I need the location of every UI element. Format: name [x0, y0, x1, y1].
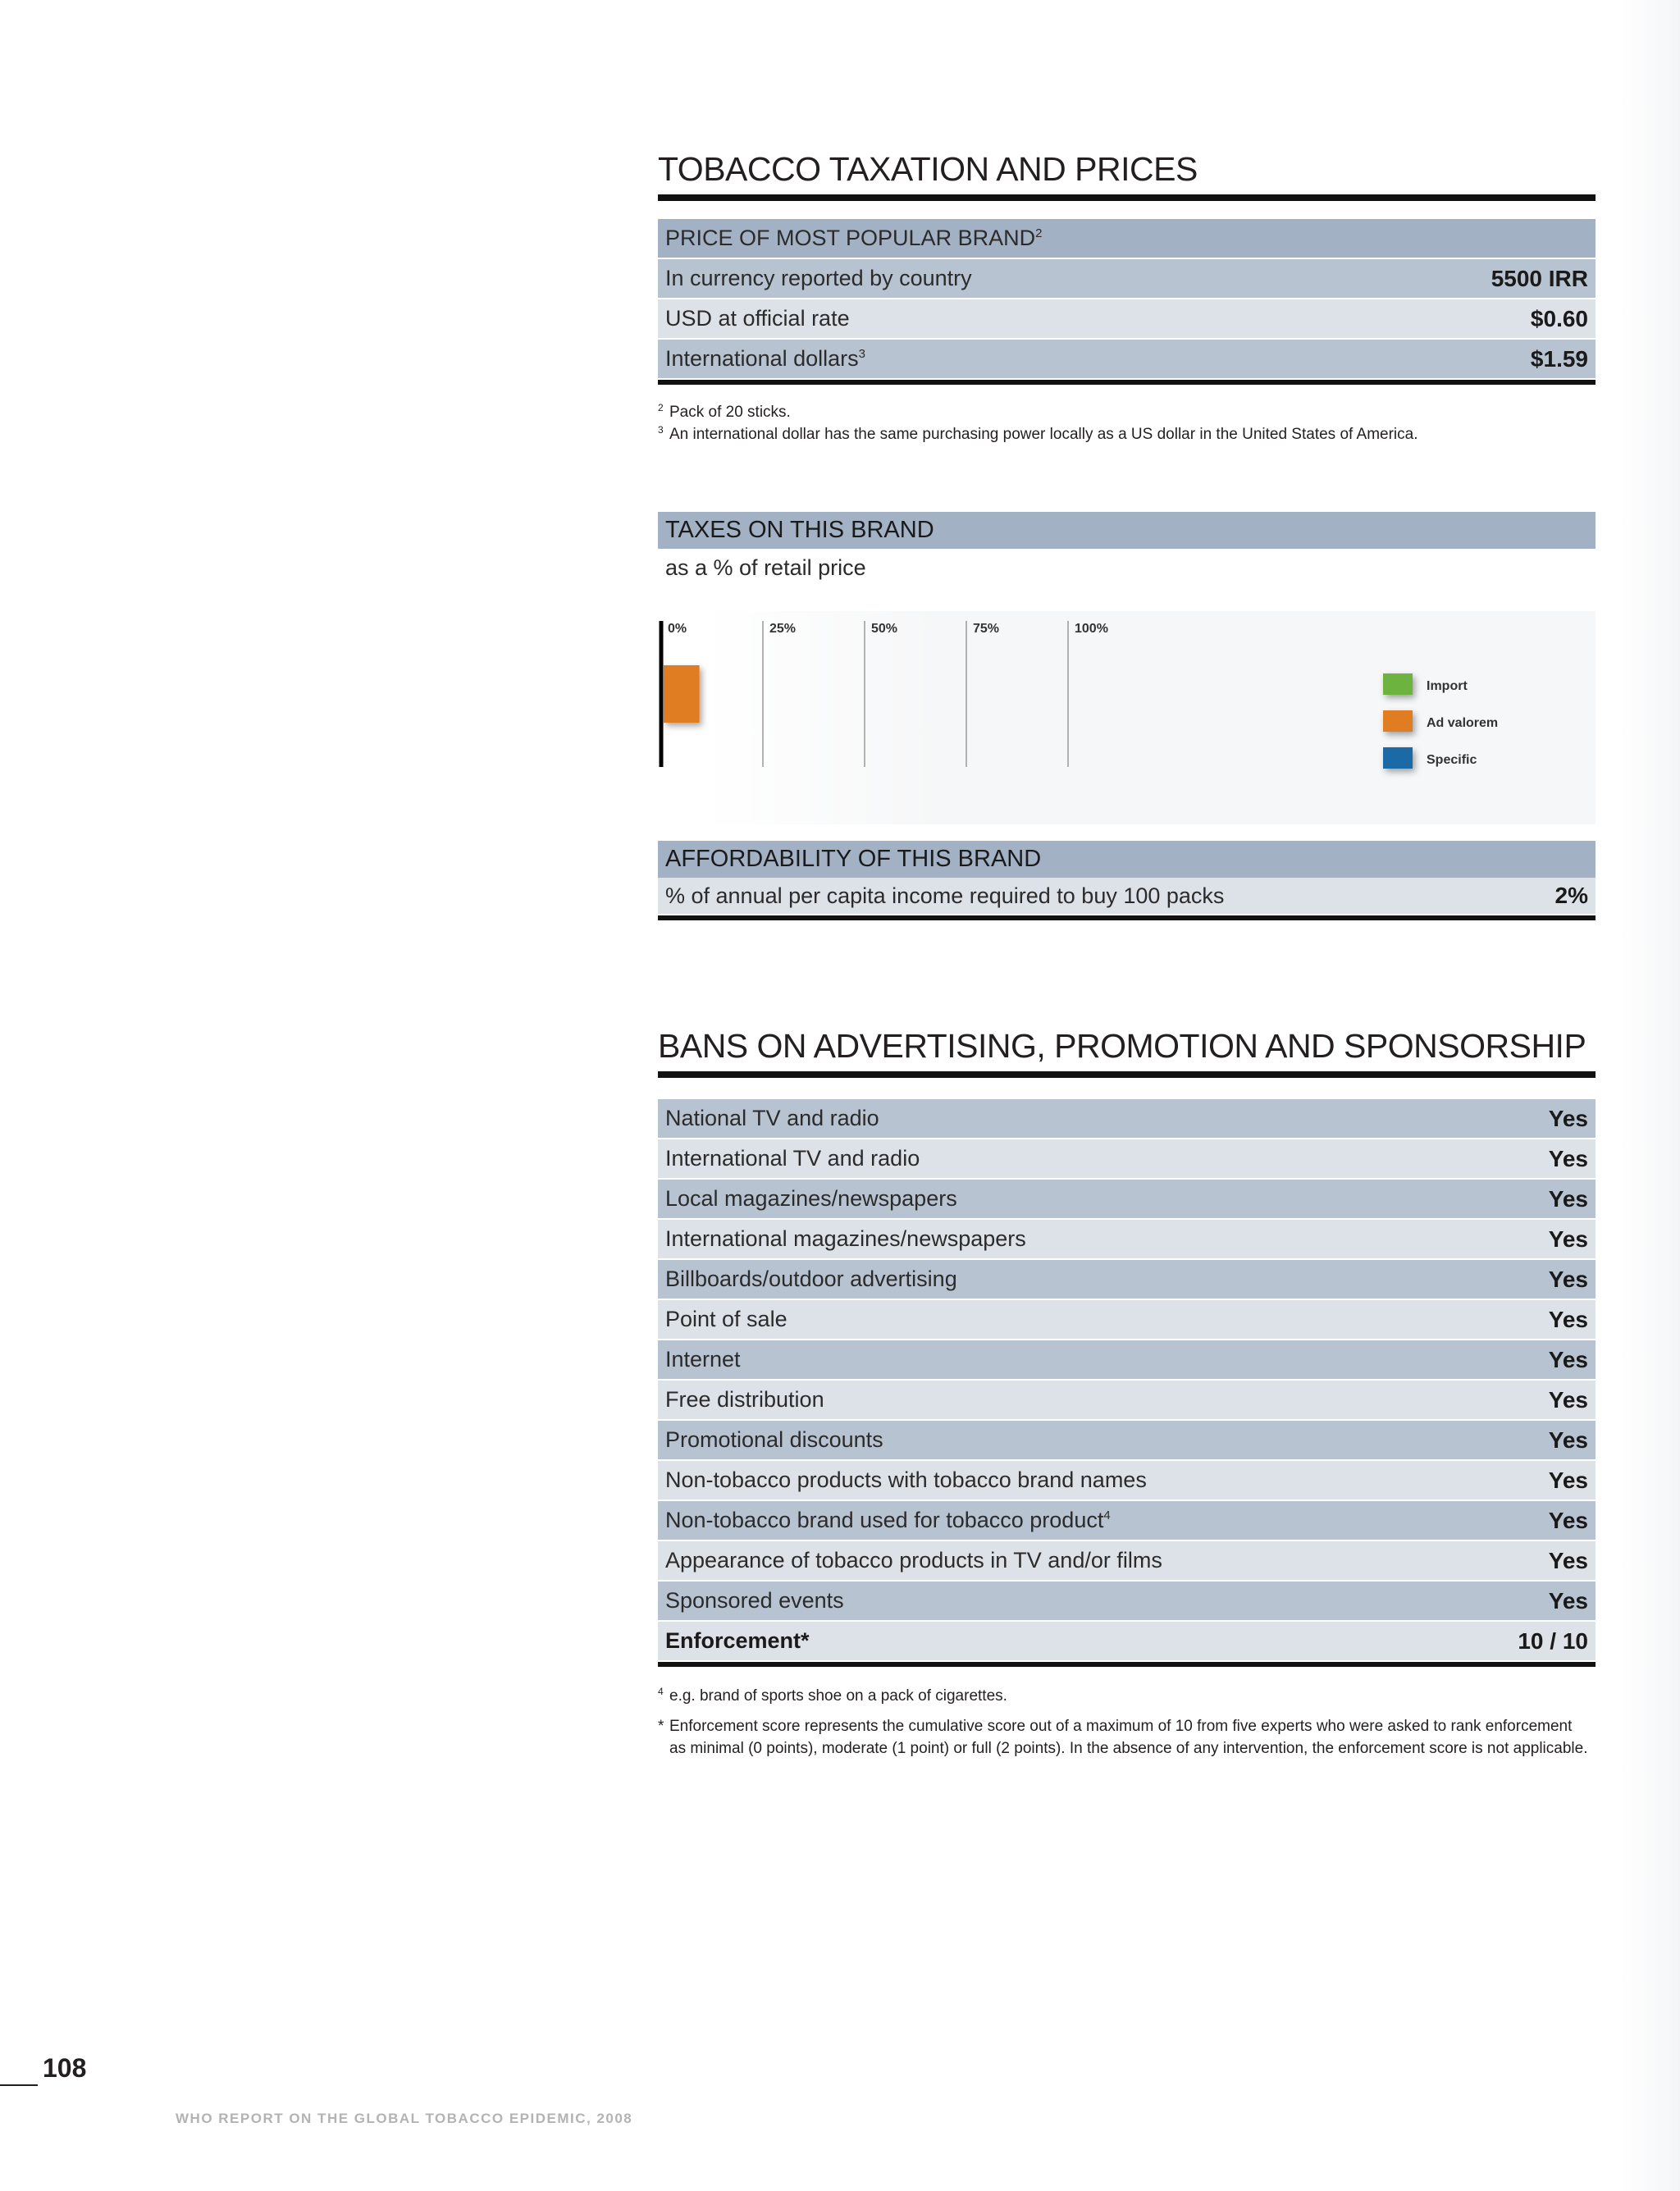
- bans-table: [658, 1099, 1596, 1667]
- row-value: Yes: [1548, 1587, 1588, 1614]
- row-value: Yes: [1548, 1507, 1588, 1533]
- row-value: Yes: [1548, 1105, 1588, 1131]
- price-header-label: PRICE OF MOST POPULAR BRAND: [665, 226, 1036, 250]
- row-value: $1.59: [1530, 345, 1588, 372]
- table-row: [658, 340, 1596, 380]
- row-label: Local magazines/newspapers: [665, 1186, 957, 1211]
- x-tick-label: 75%: [973, 622, 1000, 636]
- row-value: Yes: [1548, 1346, 1588, 1372]
- row-sup: 3: [858, 347, 865, 361]
- footnote-2: 2 Pack of 20 sticks.: [658, 401, 791, 421]
- price-header-sup: 2: [1035, 226, 1043, 240]
- x-tick-label: 0%: [668, 622, 687, 636]
- affordability-section: [658, 841, 1596, 920]
- taxes-chart: [658, 611, 1596, 824]
- row-value: Yes: [1548, 1145, 1588, 1171]
- table-row: [658, 1300, 1596, 1340]
- x-tick-label: 25%: [769, 622, 797, 636]
- enforcement-value: 10 / 10: [1518, 1627, 1588, 1654]
- affordability-header: AFFORDABILITY OF THIS BRAND: [658, 841, 1596, 878]
- table-row: [658, 1340, 1596, 1381]
- row-label: International TV and radio: [665, 1146, 920, 1171]
- report-title: WHO REPORT ON THE GLOBAL TOBACCO EPIDEMIC, 2008: [176, 2111, 633, 2126]
- legend-label: Import: [1427, 679, 1468, 693]
- x-tick-label: 50%: [871, 622, 898, 636]
- taxation-section: [658, 150, 1596, 445]
- table-row: [658, 1501, 1596, 1541]
- table-row: [658, 1582, 1596, 1622]
- row-value: $0.60: [1530, 305, 1588, 331]
- affordability-label: % of annual per capita income required to buy 100 packs: [665, 883, 1225, 908]
- table-row: [658, 1139, 1596, 1180]
- row-value: Yes: [1548, 1426, 1588, 1453]
- footer-rule: [0, 2084, 38, 2086]
- table-row: [658, 1421, 1596, 1461]
- enforcement-label: Enforcement*: [665, 1628, 810, 1653]
- price-table: [658, 219, 1596, 385]
- row-label: USD at official rate: [665, 306, 850, 331]
- table-rule: [658, 915, 1596, 920]
- row-label: International magazines/newspapers: [665, 1226, 1026, 1251]
- row-label: National TV and radio: [665, 1106, 879, 1130]
- row-label: Promotional discounts: [665, 1427, 883, 1452]
- table-row: [658, 1180, 1596, 1220]
- legend-label: Ad valorem: [1427, 716, 1499, 730]
- row-label: Sponsored events: [665, 1588, 844, 1613]
- row-label: Internet: [665, 1347, 741, 1372]
- table-row: [658, 1461, 1596, 1501]
- footnote-enforcement: * Enforcement score represents the cumulative score out of a maximum of 10 from five experts who were asked to rank enforcement as minimal (0 points), moderate (1 point) or full (2 points). In the absence of any intervention, the enforcement score is not applicable.: [658, 1718, 1588, 1757]
- page-edge-shade: [1620, 0, 1680, 2191]
- taxes-header: TAXES ON THIS BRAND: [658, 512, 1596, 549]
- table-row: [658, 1381, 1596, 1421]
- row-value: Yes: [1548, 1306, 1588, 1332]
- taxes-section: [658, 512, 1596, 581]
- row-label: Non-tobacco products with tobacco brand names: [665, 1468, 1147, 1492]
- footnote-3: 3 An international dollar has the same purchasing power locally as a US dollar in the United States of America.: [658, 423, 1418, 443]
- row-value: 5500 IRR: [1491, 265, 1588, 291]
- affordability-value: 2%: [1554, 883, 1588, 908]
- bans-title: BANS ON ADVERTISING, PROMOTION AND SPONSORSHIP: [658, 1029, 1596, 1078]
- legend-swatch-specific: [1383, 747, 1413, 769]
- table-row: [658, 1220, 1596, 1260]
- x-tick-label: 100%: [1075, 622, 1108, 636]
- row-value: Yes: [1548, 1547, 1588, 1573]
- taxation-title: TOBACCO TAXATION AND PRICES: [658, 153, 1596, 201]
- legend-swatch-ad-valorem: [1383, 710, 1413, 732]
- enforcement-row: [658, 1622, 1596, 1662]
- legend-label: Specific: [1427, 753, 1477, 767]
- row-label: Appearance of tobacco products in TV and/or films: [665, 1548, 1162, 1572]
- price-table-header: [658, 219, 1596, 259]
- row-value: Yes: [1548, 1226, 1588, 1252]
- row-value: Yes: [1548, 1467, 1588, 1493]
- footnote-4: 4 e.g. brand of sports shoe on a pack of cigarettes.: [658, 1685, 1007, 1705]
- row-value: Yes: [1548, 1266, 1588, 1292]
- table-row: [658, 1260, 1596, 1300]
- bar-ad-valorem: [664, 665, 700, 723]
- row-sup: 4: [1103, 1509, 1111, 1522]
- row-label: Non-tobacco brand used for tobacco product: [665, 1508, 1104, 1532]
- table-row: [658, 1541, 1596, 1582]
- legend-swatch-import: [1383, 673, 1413, 695]
- taxes-caption: as a % of retail price: [665, 555, 866, 580]
- bans-section: [658, 1029, 1596, 1760]
- row-label: Free distribution: [665, 1387, 824, 1412]
- row-value: Yes: [1548, 1386, 1588, 1413]
- row-label: International dollars: [665, 346, 859, 371]
- row-value: Yes: [1548, 1185, 1588, 1212]
- row-label: Point of sale: [665, 1307, 788, 1331]
- affordability-row: [658, 878, 1596, 915]
- row-label: Billboards/outdoor advertising: [665, 1267, 957, 1291]
- table-row: [658, 1099, 1596, 1139]
- table-row: [658, 299, 1596, 340]
- table-row: [658, 259, 1596, 299]
- row-label: In currency reported by country: [665, 266, 972, 290]
- taxes-chart-area: [658, 611, 1596, 824]
